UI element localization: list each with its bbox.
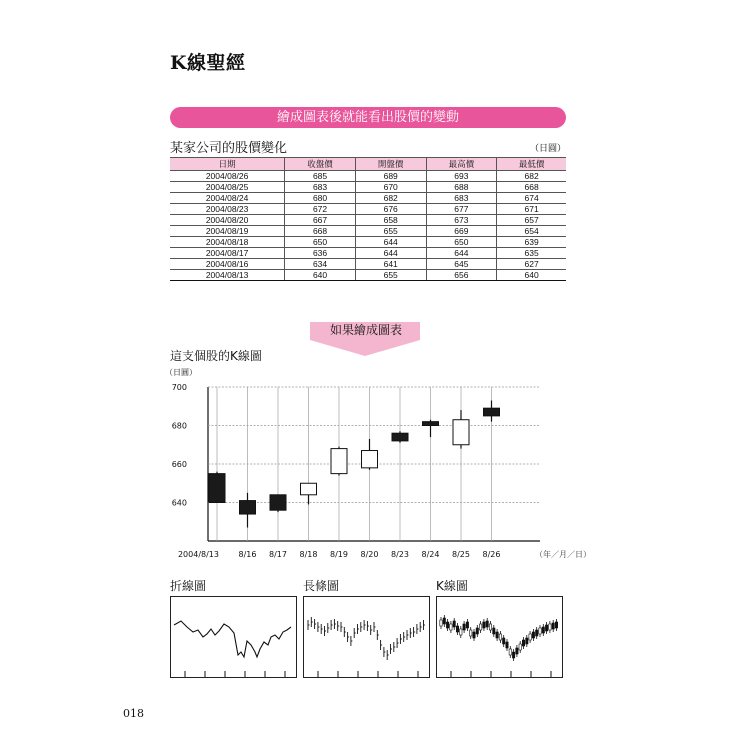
candle-chart-title: K線圖	[436, 579, 468, 593]
table-cell: 676	[355, 204, 426, 215]
table-row	[170, 193, 566, 204]
page-title: K線聖經	[170, 52, 246, 74]
kline-title: 這支個股的K線圖	[170, 349, 262, 363]
table-row	[170, 171, 566, 182]
bar-chart-thumbnail	[303, 596, 430, 678]
candle-chart-thumbnail	[436, 596, 563, 678]
candlestick-chart	[165, 365, 591, 565]
bar-chart-title: 長條圖	[303, 579, 340, 593]
table-header-cell: 開盤價	[355, 158, 426, 171]
x-tick-label: 8/20	[360, 550, 379, 559]
table-row	[170, 248, 566, 259]
table-cell: 2004/08/26	[170, 171, 285, 182]
table-cell: 644	[355, 237, 426, 248]
table-cell: 654	[497, 226, 566, 237]
table-cell: 639	[497, 237, 566, 248]
table-cell: 677	[426, 204, 497, 215]
table-row	[170, 182, 566, 193]
table-cell: 634	[285, 259, 356, 270]
x-tick-label: 8/24	[421, 550, 440, 559]
y-tick-label: 680	[171, 421, 187, 431]
table-cell: 680	[285, 193, 356, 204]
table-cell: 2004/08/25	[170, 182, 285, 193]
table-cell: 636	[285, 248, 356, 259]
table-cell: 683	[285, 182, 356, 193]
table-cell: 2004/08/13	[170, 270, 285, 281]
table-cell: 689	[355, 171, 426, 182]
table-header-cell: 最高價	[426, 158, 497, 171]
table-row	[170, 204, 566, 215]
table-cell: 668	[497, 182, 566, 193]
x-tick-label: 8/18	[299, 550, 318, 559]
table-cell: 2004/08/24	[170, 193, 285, 204]
table-cell: 669	[426, 226, 497, 237]
price-table	[170, 157, 566, 281]
table-cell: 655	[355, 226, 426, 237]
y-tick-label: 700	[171, 383, 187, 392]
table-cell: 683	[426, 193, 497, 204]
table-cell: 2004/08/19	[170, 226, 285, 237]
line-chart-title: 折線圖	[170, 579, 207, 593]
candle-body	[301, 483, 317, 495]
x-tick-label: 8/16	[238, 550, 257, 559]
table-cell: 673	[426, 215, 497, 226]
candle-body	[362, 451, 378, 468]
table-cell: 635	[497, 248, 566, 259]
candle-body	[484, 408, 500, 416]
table-cell: 645	[426, 259, 497, 270]
table-cell: 671	[497, 204, 566, 215]
table-cell: 2004/08/17	[170, 248, 285, 259]
table-cell: 640	[285, 270, 356, 281]
x-tick-label: 8/23	[391, 550, 409, 559]
page-number: 018	[123, 707, 144, 720]
table-cell: 672	[285, 204, 356, 215]
table-cell: 2004/08/20	[170, 215, 285, 226]
table-cell: 668	[285, 226, 356, 237]
x-tick-label: 8/26	[482, 550, 501, 559]
candle-body	[331, 449, 347, 474]
table-cell: 2004/08/16	[170, 259, 285, 270]
table-cell: 2004/08/23	[170, 204, 285, 215]
table-cell: 644	[426, 248, 497, 259]
table-row	[170, 215, 566, 226]
x-axis-label: （年／月／日）	[535, 550, 591, 559]
table-cell: 655	[355, 270, 426, 281]
table-title: 某家公司的股價變化	[170, 141, 288, 156]
candle-body	[453, 420, 469, 445]
table-cell: 658	[355, 215, 426, 226]
table-row	[170, 226, 566, 237]
y-tick-label: 640	[171, 498, 187, 508]
y-unit-label: （日圓）	[165, 368, 197, 377]
line-chart-thumbnail	[170, 596, 297, 678]
table-cell: 640	[497, 270, 566, 281]
table-header-cell: 最低價	[497, 158, 566, 171]
table-cell: 650	[285, 237, 356, 248]
x-tick-label: 8/19	[330, 550, 348, 559]
candle-body	[392, 433, 408, 441]
table-cell: 670	[355, 182, 426, 193]
table-cell: 644	[355, 248, 426, 259]
table-cell: 627	[497, 259, 566, 270]
table-cell: 682	[497, 171, 566, 182]
table-row	[170, 259, 566, 270]
x-tick-label: 8/17	[269, 550, 287, 559]
arrow-label: 如果繪成圖表	[329, 323, 402, 337]
table-cell: 667	[285, 215, 356, 226]
table-header-cell: 日期	[170, 158, 285, 171]
candle-body	[240, 501, 256, 514]
table-cell: 685	[285, 171, 356, 182]
table-row	[170, 237, 566, 248]
table-cell: 2004/08/18	[170, 237, 285, 248]
table-cell: 657	[497, 215, 566, 226]
table-row	[170, 270, 566, 281]
table-header-cell: 收盤價	[285, 158, 356, 171]
section-banner: 繪成圖表後就能看出股價的變動	[170, 107, 566, 128]
table-cell: 688	[426, 182, 497, 193]
candle-body	[209, 474, 225, 503]
table-cell: 641	[355, 259, 426, 270]
table-cell: 693	[426, 171, 497, 182]
y-tick-label: 660	[171, 460, 187, 469]
table-unit: （日圓）	[530, 144, 567, 154]
table-cell: 674	[497, 193, 566, 204]
candle-body	[270, 495, 286, 510]
x-tick-label: 2004/8/13	[177, 550, 219, 559]
candle-body	[423, 422, 439, 426]
table-cell: 650	[426, 237, 497, 248]
x-tick-label: 8/25	[452, 550, 470, 559]
table-cell: 656	[426, 270, 497, 281]
table-cell: 682	[355, 193, 426, 204]
